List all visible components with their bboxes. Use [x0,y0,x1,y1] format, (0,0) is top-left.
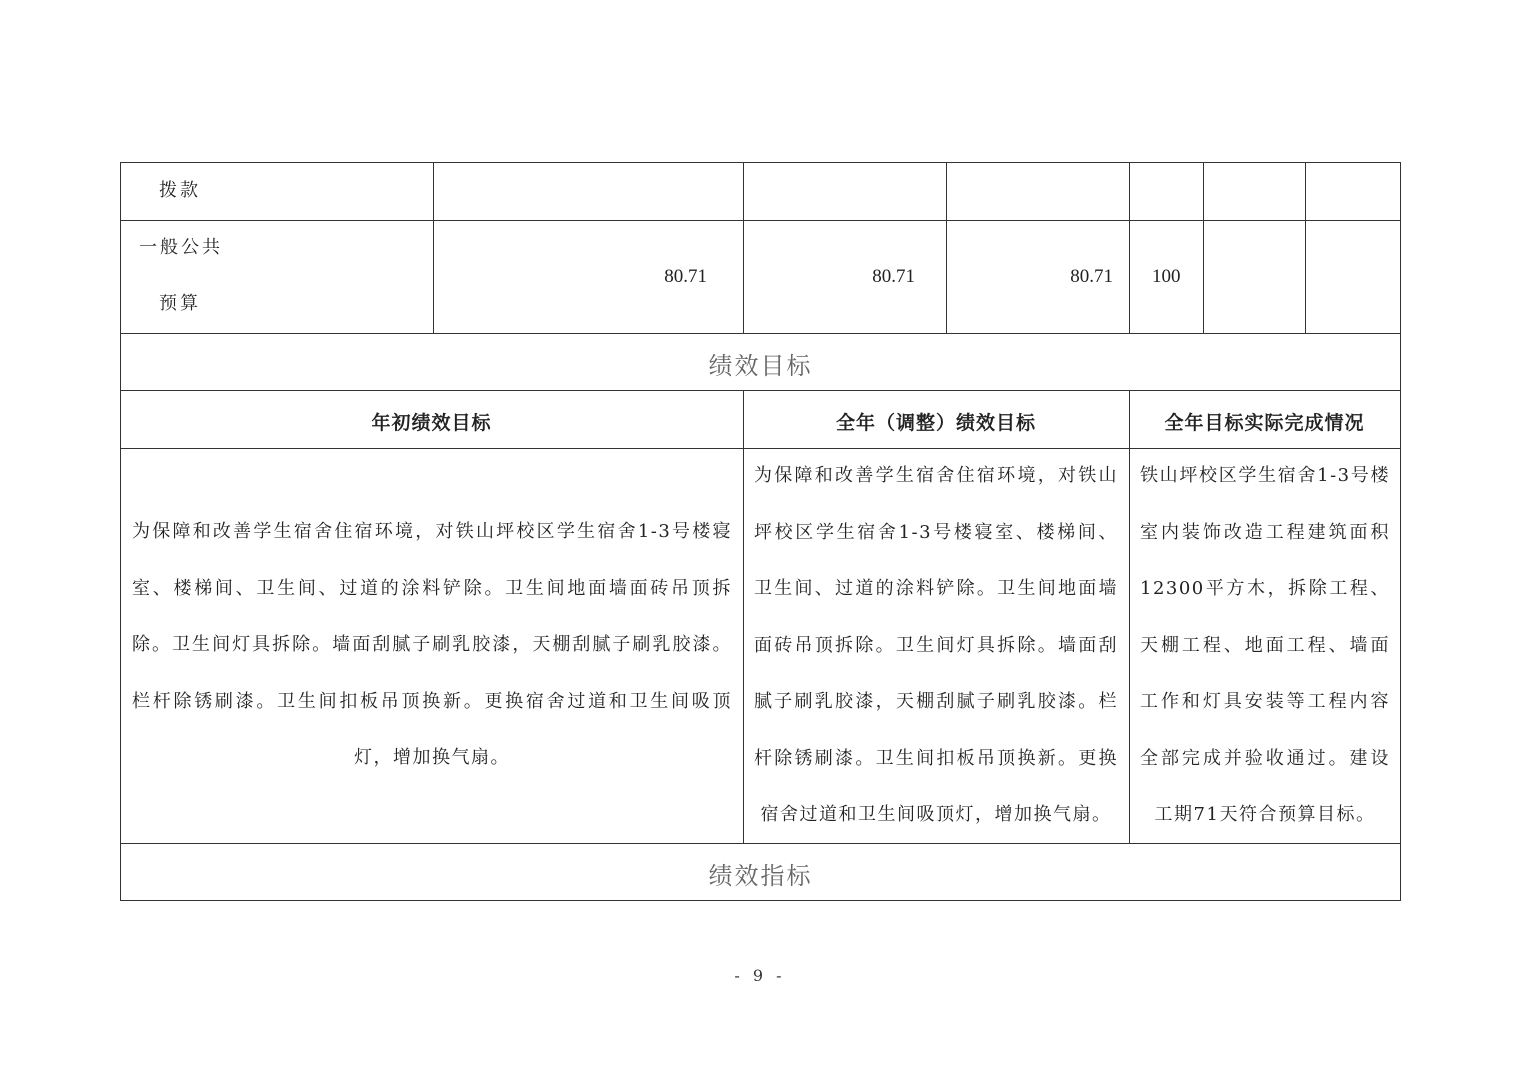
col-divider [1203,162,1204,333]
header-actual-completion: 全年目标实际完成情况 [1164,412,1365,434]
row-label-allocation: 拨款 [159,180,201,201]
row-divider [120,333,1401,334]
header-adjusted-goal: 全年（调整）绩效目标 [835,412,1036,434]
table-border-right [1400,162,1401,901]
col-divider [1129,390,1130,843]
section-title-indicators: 绩效指标 [708,862,813,890]
col-divider [946,162,947,333]
col-divider [743,390,744,843]
budget-value-adjusted: 80.71 [872,266,915,287]
page-number: - 9 - [734,966,786,985]
col-divider [743,162,744,333]
section-title-goals: 绩效目标 [708,352,813,380]
goal-text-adjusted: 为保障和改善学生宿舍住宿环境，对铁山坪校区学生宿舍1-3号楼寝室、楼梯间、卫生间、过道的涂料铲除。卫生间地面墙面砖吊顶拆除。卫生间灯具拆除。墙面刮腻子刷乳胶漆，天棚刮腻子刷乳胶漆。栏杆除锈刷漆。卫生间扣板吊顶换新。更换宿舍过道和卫生间吸顶灯，增加换气扇。 [754,465,1118,825]
table-border-bottom [120,900,1401,901]
row-label-general-public-1: 一般公共 [139,237,223,258]
budget-value-executed: 80.71 [1070,266,1113,287]
col-divider [1305,162,1306,333]
col-divider [1129,162,1130,333]
budget-value-rate: 100 [1152,266,1181,287]
table-border-top [120,162,1401,163]
table-border-left [120,162,121,901]
row-divider [120,390,1401,391]
goal-text-actual: 铁山坪校区学生宿舍1-3号楼室内装饰改造工程建筑面积12300平方木，拆除工程、天棚工程、地面工程、墙面工作和灯具安装等工程内容全部完成并验收通过。建设工期71天符合预算目标。 [1140,465,1390,825]
col-divider [433,162,434,333]
budget-value-initial: 80.71 [664,266,707,287]
goal-text-initial: 为保障和改善学生宿舍住宿环境，对铁山坪校区学生宿舍1-3号楼寝室、楼梯间、卫生间、过道的涂料铲除。卫生间地面墙面砖吊顶拆除。卫生间灯具拆除。墙面刮腻子刷乳胶漆，天棚刮腻子刷乳胶漆。栏杆除锈刷漆。卫生间扣板吊顶换新。更换宿舍过道和卫生间吸顶灯，增加换气扇。 [132,521,732,768]
row-label-general-public-2: 预算 [159,293,201,314]
header-initial-goal: 年初绩效目标 [371,412,492,434]
row-divider [120,220,1401,221]
